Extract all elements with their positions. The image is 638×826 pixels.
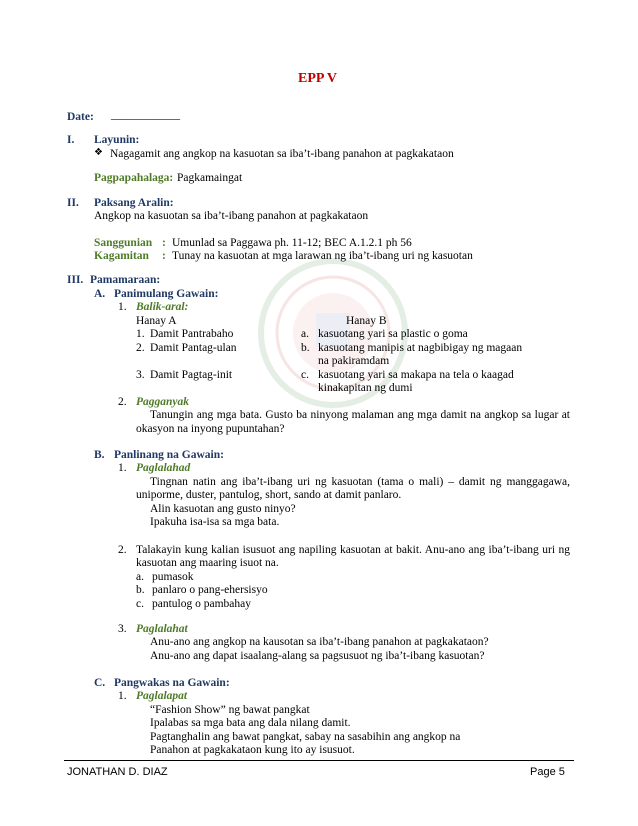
match-row-2-a-number: 2. [136,342,145,354]
match-row-3-b-text-cont: kinakapitan ng dumi [318,382,413,394]
c-item-1-title: Paglalapat [136,690,188,702]
c-line-1: “Fashion Show” ng bawat pangkat [150,704,310,716]
a-item-2-text: Tanungin ang mga bata. Gusto ba ninyong malaman ang mga damit na angkop sa lugar at [150,409,570,421]
value-text: Pagkamaingat [177,172,243,184]
b-item-2-number: 2. [118,544,127,556]
match-row-1-b-text: kasuotang yari sa plastic o goma [318,328,468,340]
c-line-3: Pagtanghalin ang bawat pangkat, sabay na sasabihin ang angkop na [150,731,461,743]
column-a-header: Hanay A [136,315,177,327]
footer-page-number: Page 5 [530,766,565,778]
footer-rule [64,760,574,761]
reference-label: Sanggunian [94,237,153,249]
subsection-b-label: B. [94,449,105,461]
b-item-3-title: Paglalahat [136,623,188,635]
subsection-a-title: Panimulang Gawain: [114,288,219,300]
materials-text: Tunay na kasuotan at mga larawan ng iba’t-ibang uri ng kasuotan [172,250,473,262]
c-line-2: Ipalabas sa mga bata ang dala nilang damit. [150,717,351,729]
reference-text: Umunlad sa Paggawa ph. 11-12; BEC A.1.2.1 ph 56 [172,237,412,249]
option-c-letter: c. [136,598,144,610]
c-line-4: Panahon at pagkakataon kung ito ay isusuot. [150,744,355,756]
objective-text: Nagagamit ang angkop na kasuotan sa iba’t-ibang panahon at pagkakataon [110,148,454,160]
match-row-3-b-text: kasuotang yari sa makapa na tela o kaagad [318,369,514,381]
a-item-2-number: 2. [118,396,127,408]
section-2-number: II. [67,197,79,209]
b-item-1-text-cont: uniporme, duster, pantulog, short, sando at damit panlaro. [136,489,402,501]
date-blank: ____________ [111,109,180,121]
option-b-letter: b. [136,584,145,596]
a-item-2-title: Pagganyak [136,396,190,408]
b-item-2-text-cont: kasuotan ang maaring isuot na. [136,557,279,569]
section-1-title: Layunin: [94,134,140,146]
a-item-1-title: Balik-aral: [136,301,189,313]
b-item-1-text: Tingnan natin ang iba’t-ibang uri ng kasuotan (tama o mali) – damit ng manggagawa, [150,476,570,488]
date-label: Date: [67,111,94,123]
b-item-1-question-1: Alin kasuotan ang gusto ninyo? [150,503,296,515]
match-row-2-b-letter: b. [301,342,310,354]
topic-text: Angkop na kasuotan sa iba’t-ibang panahon at pagkakataon [94,210,369,222]
option-b-text: panlaro o pang-ehersisyo [152,584,268,596]
page-title: EPP V [298,71,338,86]
footer-author: JONATHAN D. DIAZ [67,766,168,778]
a-item-2-text-cont: okasyon na inyong pupuntahan? [136,423,285,435]
match-row-3-b-letter: c. [301,369,309,381]
option-a-letter: a. [136,571,144,583]
subsection-c-label: C. [94,677,106,689]
materials-label: Kagamitan [94,250,149,262]
value-label: Pagpapahalaga: [94,172,174,184]
match-row-2-b-text: kasuotang manipis at nagbibigay ng magaan [318,342,523,354]
section-3-title: Pamamaraan: [90,274,161,286]
column-b-header: Hanay B [346,315,387,327]
b-item-1-title: Paglalahad [136,462,191,474]
match-row-2-b-text-cont: na pakiramdam [318,355,390,367]
reference-colon: : [162,237,166,249]
b-item-3-number: 3. [118,623,127,635]
b-item-1-number: 1. [118,462,127,474]
materials-colon: : [162,250,166,262]
b-item-3-question-1: Anu-ano ang angkop na kausotan sa iba’t-ibang panahon at pagkakataon? [150,636,489,648]
section-2-title: Paksang Aralin: [94,197,174,209]
subsection-c-title: Pangwakas na Gawain: [114,677,230,689]
match-row-3-a-text: Damit Pagtag-init [150,369,233,381]
option-c-text: pantulog o pambahay [152,598,252,610]
subsection-b-title: Panlinang na Gawain: [114,449,224,461]
c-item-1-number: 1. [118,690,127,702]
a-item-1-number: 1. [118,301,127,313]
b-item-3-question-2: Anu-ano ang dapat isaalang-alang sa pagsusuot ng iba’t-ibang kasuotan? [150,650,485,662]
diamond-bullet-icon: ❖ [94,147,103,158]
b-item-2-text: Talakayin kung kalian isusuot ang napiling kasuotan at bakit. Anu-ano ang iba’t-ibang uri ng [136,544,570,556]
match-row-1-b-letter: a. [301,328,309,340]
match-row-1-a-number: 1. [136,328,145,340]
section-1-number: I. [67,134,75,146]
match-row-2-a-text: Damit Pantag-ulan [150,342,237,354]
section-3-number: III. [67,274,84,286]
option-a-text: pumasok [152,571,194,583]
subsection-a-label: A. [94,288,106,300]
match-row-3-a-number: 3. [136,369,145,381]
b-item-1-question-2: Ipakuha isa-isa sa mga bata. [150,516,280,528]
match-row-1-a-text: Damit Pantrabaho [150,328,234,340]
